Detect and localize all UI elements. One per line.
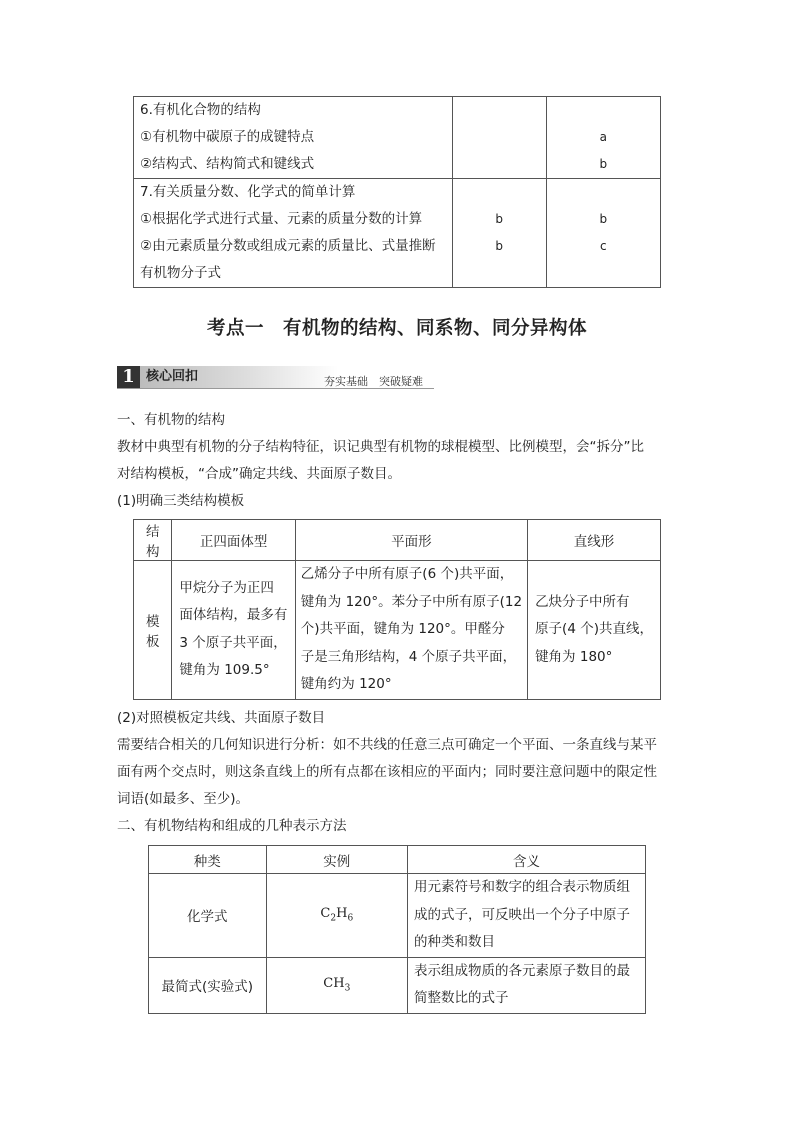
table-row xyxy=(149,957,646,1013)
body-line: 词语(如最多、至少)。 xyxy=(117,791,250,807)
level-value: b xyxy=(495,239,504,253)
body-line: 需要结合相关的几何知识进行分析：如不共线的任意三点可确定一个平面、一条直线与某平 xyxy=(117,737,657,753)
table-row xyxy=(134,561,661,700)
table-row xyxy=(134,179,661,288)
level-cell xyxy=(546,179,660,288)
part1-block xyxy=(117,407,682,515)
objective-item: ②由元素质量分数或组成元素的质量比、式量推断 xyxy=(140,238,436,254)
header-cell: 种类 xyxy=(149,846,267,874)
example-formula: $C_2H_6$ xyxy=(266,874,407,958)
section-title: 考点一 有机物的结构、同系物、同分异构体 xyxy=(206,318,587,339)
intro-line: 教材中典型有机物的分子结构特征，识记典型有机物的球棍模型、比例模型，会“拆分”比 xyxy=(117,439,644,455)
objective-item: ①有机物中碳原子的成键特点 xyxy=(140,129,315,145)
objective-item: ②结构式、结构简式和键线式 xyxy=(140,156,315,172)
sub-heading-2: (2)对照模板定共线、共面原子数目 xyxy=(117,710,326,726)
row-label: 模板 xyxy=(134,561,172,700)
linear-cell: 乙炔分子中所有 原子(4 个)共直线， 键角为 180° xyxy=(528,561,661,700)
representation-table xyxy=(148,845,646,1014)
header-cell: 直线形 xyxy=(528,520,661,561)
intro-line: 对结构模板，“合成”确定共线、共面原子数目。 xyxy=(117,466,401,482)
header-cell: 含义 xyxy=(408,846,646,874)
level-cell xyxy=(452,179,546,288)
sub-heading-1: (1)明确三类结构模板 xyxy=(117,493,245,509)
level-value: b xyxy=(495,212,504,226)
level-value: b xyxy=(599,212,608,226)
table-header-row xyxy=(134,520,661,561)
objective-cell xyxy=(134,97,453,179)
table-header-row xyxy=(149,846,646,874)
level-value: c xyxy=(599,239,607,253)
banner-subtitle: 夯实基础 突破疑难 xyxy=(324,375,423,388)
kind-cell: 最简式(实验式) xyxy=(149,957,267,1013)
table-row xyxy=(149,874,646,958)
kind-cell: 化学式 xyxy=(149,874,267,958)
header-cell: 正四面体型 xyxy=(172,520,295,561)
structure-template-table xyxy=(133,519,661,700)
objective-title: 7.有关质量分数、化学式的简单计算 xyxy=(140,184,356,200)
header-cell: 平面形 xyxy=(295,520,527,561)
objective-item: ①根据化学式进行式量、元素的质量分数的计算 xyxy=(140,211,423,227)
part2-heading: 二、有机物结构和组成的几种表示方法 xyxy=(117,818,347,834)
level-cell xyxy=(546,97,660,179)
planar-cell: 乙烯分子中所有原子(6 个)共平面， 键角为 120°。苯分子中所有原子(12 个)共平面，键角为 120°。甲醛分 子是三角形结构，4 个原子共平面， 键角约为 120° xyxy=(295,561,527,700)
banner-number: 1 xyxy=(117,366,140,388)
objective-item: 有机物分子式 xyxy=(140,265,221,281)
meaning-cell: 用元素符号和数字的组合表示物质组 成的式子，可反映出一个分子中原子 的种类和数目 xyxy=(408,874,646,958)
objective-title: 6.有机化合物的结构 xyxy=(140,102,261,118)
objectives-table xyxy=(133,96,661,288)
level-value: a xyxy=(599,130,607,144)
example-formula: $CH_3$ xyxy=(266,957,407,1013)
header-cell: 实例 xyxy=(266,846,407,874)
level-cell xyxy=(452,97,546,179)
meaning-cell: 表示组成物质的各元素原子数目的最 简整数比的式子 xyxy=(408,957,646,1013)
header-cell: 结构 xyxy=(134,520,172,561)
body-line: 面有两个交点时，则这条直线上的所有点都在该相应的平面内；同时要注意问题中的限定性 xyxy=(117,764,657,780)
banner-label: 核心回扣 xyxy=(140,366,338,388)
part1-heading: 一、有机物的结构 xyxy=(117,412,225,428)
level-value: b xyxy=(599,157,608,171)
tetrahedral-cell: 甲烷分子为正四 面体结构，最多有 3 个原子共平面， 键角为 109.5° xyxy=(172,561,295,700)
part2-block xyxy=(117,705,682,840)
objective-cell xyxy=(134,179,453,288)
core-review-banner xyxy=(117,366,434,390)
table-row xyxy=(134,97,661,179)
